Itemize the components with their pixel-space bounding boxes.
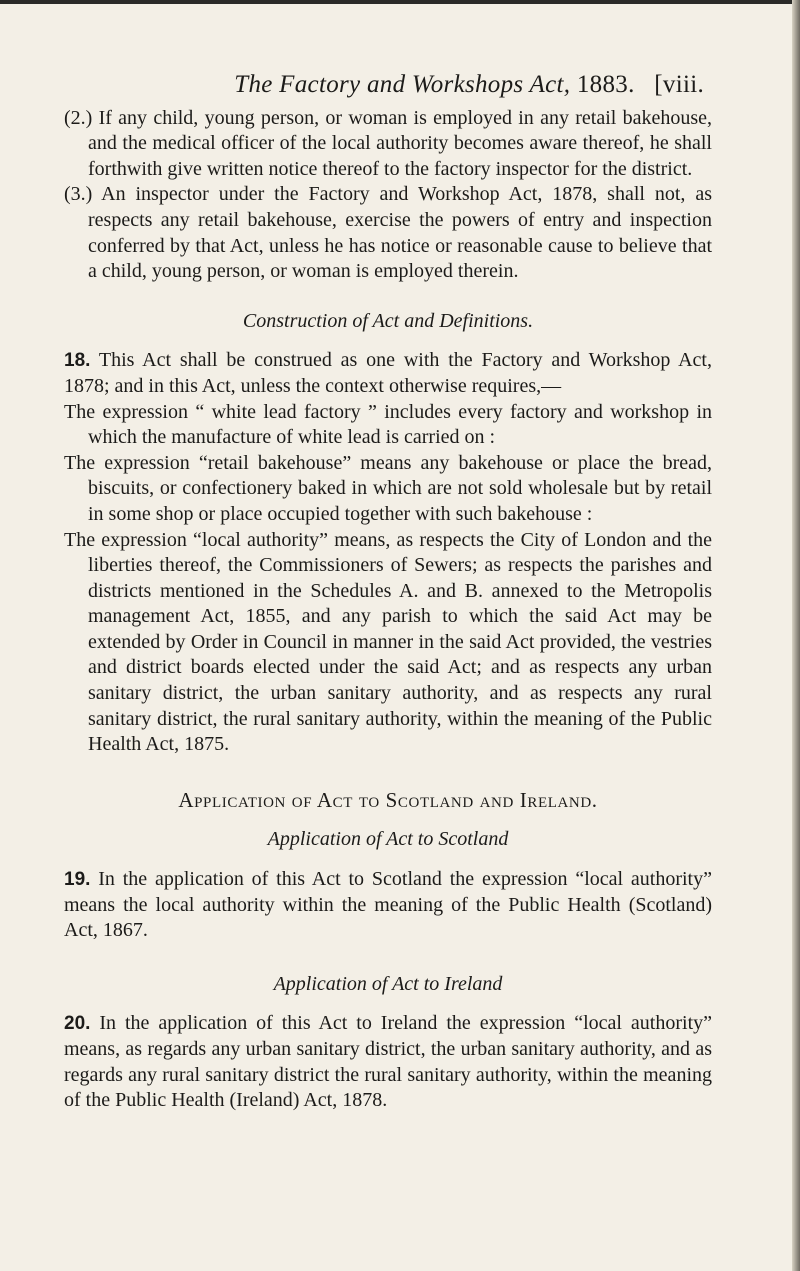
running-head (64, 72, 712, 98)
construction-subheading: Construction of Act and Definitions. (242, 309, 534, 332)
clause-2: (2.) If any child, young person, or woman is employed in any retail bakehouse, and the medical officer of the local authority becomes aware thereof, he shall forthwith give written notice thereof to the factory inspector for the district. (64, 106, 712, 180)
section-18-intro (64, 348, 712, 399)
section-18-text: This Act shall be construed as one with the Factory and Workshop Act, 1878; and in this Act, unless the context otherwise requires,— (64, 349, 712, 397)
page-edge-shadow (792, 0, 800, 1271)
running-head-title: The Factory and Workshops Act, (234, 71, 571, 98)
section-20-number: 20. (64, 1013, 91, 1035)
section-20-text: In the application of this Act to Ireland the expression “local authority” means, as regards any urban sanitary district, the urban sanitary authority, and as regards any rural sanitary district the rural sanitary authority, within the meaning of the Public Health (Ireland) Act, 1878. (64, 1012, 712, 1112)
application-heading: Application of Act to Scotland and Ireland. (178, 787, 598, 812)
definition-white-lead-factory: The expression “ white lead factory ” includes every factory and workshop in which the manufacture of white lead is carried on : (64, 400, 712, 449)
definition-local-authority: The expression “local authority” means, as respects the City of London and the liberties thereof, the Commissioners of Sewers; as respects the parishes and districts mentioned in the Schedules A. and B. annexed to the Metropolis management Act, 1855, and any parish to which the said Act may be extended by Order in Council in manner in the said Act provided, the vestries and district boards elected under the said Act; and as respects any urban sanitary district, the urban sanitary authority, and as respects any rural sanitary district, the rural sanitary authority, within the meaning of the Public Health Act, 1875. (64, 528, 712, 756)
running-head-year: 1883. (576, 71, 635, 98)
section-19-number: 19. (64, 869, 91, 891)
section-19-text: In the application of this Act to Scotland the expression “local authority” means the local authority within the meaning of the Public Health (Scotland) Act, 1867. (64, 868, 712, 942)
scotland-subheading: Application of Act to Scotland (267, 828, 509, 851)
clause-3: (3.) An inspector under the Factory and Workshop Act, 1878, shall not, as respects any retail bakehouse, exercise the powers of entry and inspection conferred by that Act, unless he has notice or reasonable cause to believe that a child, young person, or woman is employed therein. (64, 183, 712, 283)
section-20 (64, 1011, 712, 1113)
page-top-rule (0, 0, 800, 4)
section-18-number: 18. (64, 350, 91, 372)
definition-retail-bakehouse: The expression “retail bakehouse” means any bakehouse or place the bread, biscuits, or confectionery baked in which are not sold wholesale but by retail in some shop or place occupied together with such bakehouse : (64, 451, 712, 525)
running-head-section: [viii. (654, 71, 704, 98)
ireland-subheading: Application of Act to Ireland (273, 972, 503, 995)
section-19 (64, 867, 712, 944)
book-page (64, 72, 712, 1114)
